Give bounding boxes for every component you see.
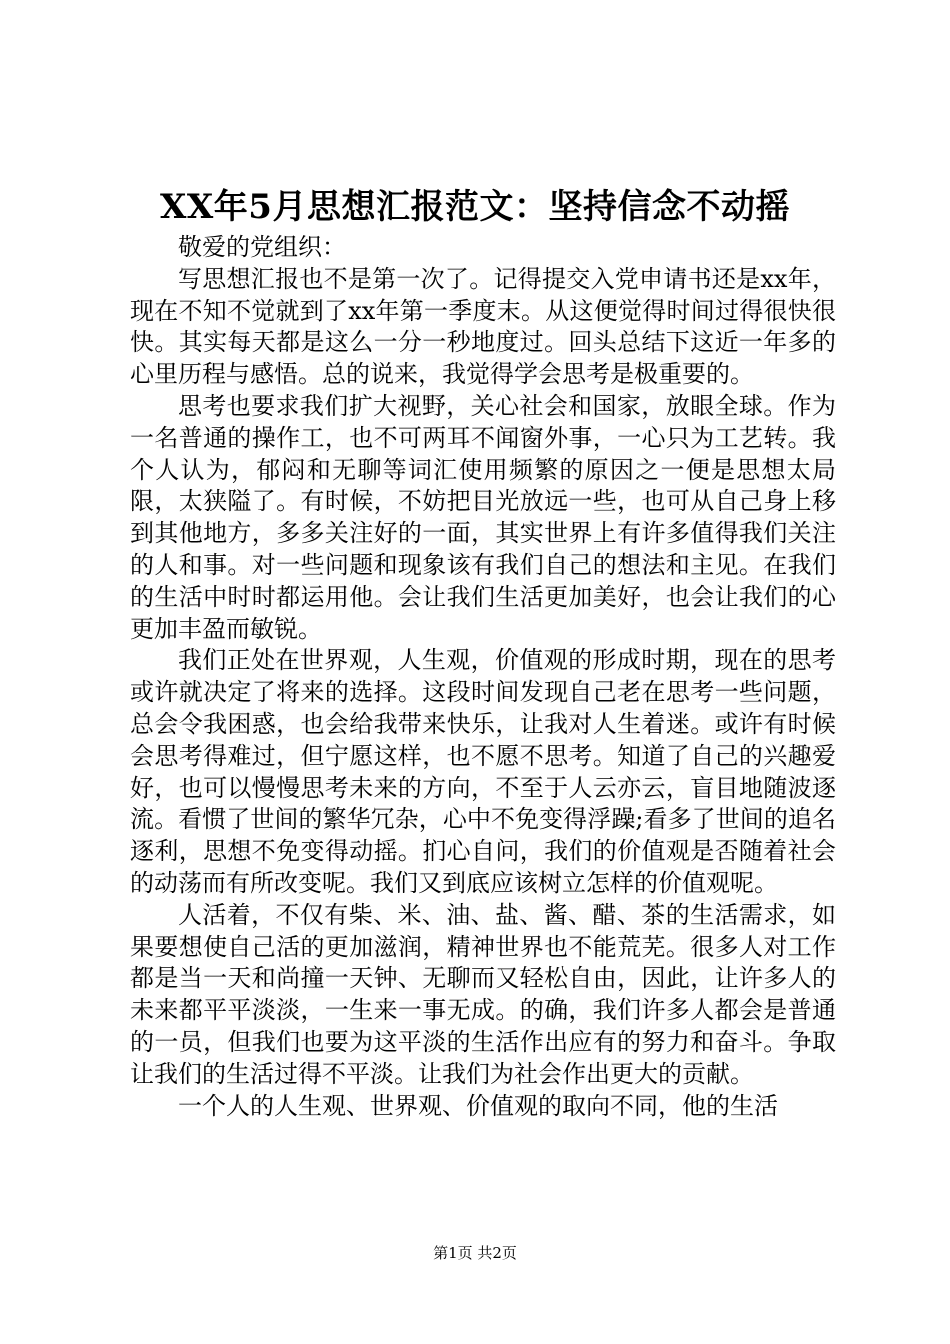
salutation: 敬爱的党组织： — [178, 233, 346, 261]
paragraph-1: 写思想汇报也不是第一次了。记得提交入党申请书还是xx年，现在不知不觉就到了xx年第一季度末。从这便觉得时间过得很快很快。其实每天都是这么一分一秒地度过。回头总结下这近一年多的心里历程与感悟。总的说来，我觉得学会思考是极重要的。 — [130, 264, 836, 389]
paragraph-4: 人活着，不仅有柴、米、油、盐、酱、醋、茶的生活需求，如果要想使自己活的更加滋润，精神世界也不能荒芜。很多人对工作都是当一天和尚撞一天钟、无聊而又轻松自由，因此，让许多人的未来都平平淡淡，一生来一事无成。的确，我们许多人都会是普通的一员，但我们也要为这平淡的生活作出应有的努力和奋斗。争取让我们的生活过得不平淡。让我们为社会作出更大的贡献。 — [130, 900, 836, 1088]
paragraph-2: 思考也要求我们扩大视野，关心社会和国家，放眼全球。作为一名普通的操作工，也不可两耳不闻窗外事，一心只为工艺转。我个人认为，郁闷和无聊等词汇使用频繁的原因之一便是思想太局限，太狭隘了。有时候，不妨把目光放远一些，也可从自己身上移到其他地方，多多关注好的一面，其实世界上有许多值得我们关注的人和事。对一些问题和现象该有我们自己的想法和主见。在我们的生活中时时都运用他。会让我们生活更加美好，也会让我们的心更加丰盈而敏锐。 — [130, 391, 836, 643]
page-footer: 第1页 共2页 — [433, 1244, 517, 1262]
paragraph-5: 一个人的人生观、世界观、价值观的取向不同，他的生活 — [178, 1091, 778, 1120]
paragraph-3: 我们正处在世界观，人生观，价值观的形成时期，现在的思考或许就决定了将来的选择。这段时间发现自己老在思考一些问题，总会令我困惑，也会给我带来快乐，让我对人生着迷。或许有时候会思考得难过，但宁愿这样，也不愿不思考。知道了自己的兴趣爱好，也可以慢慢思考未来的方向，不至于人云亦云，盲目地随波逐流。看惯了世间的繁华冗杂，心中不免变得浮躁;看多了世间的追名逐利，思想不免变得动摇。扪心自问，我们的价值观是否随着社会的动荡而有所改变呢。我们又到底应该树立怎样的价值观呢。 — [130, 646, 836, 897]
document-body — [130, 232, 836, 1122]
document-title: XX年5月思想汇报范文：坚持信念不动摇 — [160, 187, 790, 227]
